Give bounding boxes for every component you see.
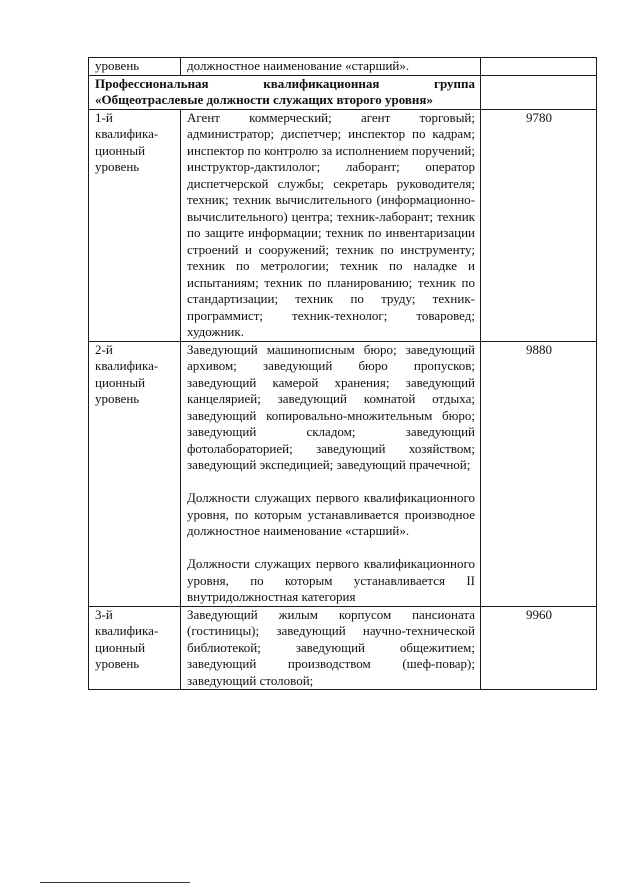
group-title-line2: «Общеотраслевые должности служащих второго уровня» (95, 92, 433, 107)
salary-cell: 9780 (481, 109, 597, 341)
positions-paragraph: Заведующий жилым корпусом пансионата (гостиницы); заведующий научно-технической библиотекой; заведующий общежитием; заведующий производством (шеф-повар); заведующий столовой; (187, 606, 475, 688)
group-title-cell (89, 75, 481, 109)
salary-cell: 9880 (481, 341, 597, 606)
group-title-line1: Профессиональная квалификационная группа (95, 75, 475, 91)
level-cell: 1-й квалифика-ционный уровень (89, 109, 181, 341)
positions-cell (181, 606, 481, 690)
positions-paragraph: Должности служащих первого квалификационного уровня, по которым устанавливается производное должностное наименование «старший». (187, 490, 475, 538)
salary-cell: 9960 (481, 606, 597, 690)
positions-paragraph: Заведующий машинописным бюро; заведующий архивом; заведующий бюро пропусков; заведующий камерой хранения; заведующий канцелярией; заведующий комнатой отдыха; заведующий копировально-множительным бюро; заведующий складом; заведующий фотолабораторией; заведующий хозяйством; заведующий экспедицией; заведующий прачечной; (187, 341, 475, 472)
level-cell: 2-й квалифика-ционный уровень (89, 341, 181, 606)
table-row (89, 341, 597, 606)
positions-cell (181, 341, 481, 606)
level-cell: уровень (89, 58, 181, 76)
positions-cell (181, 109, 481, 341)
table-row (89, 109, 597, 341)
positions-paragraph: Агент коммерческий; агент торговый; администратор; диспетчер; инспектор по кадрам; инспектор по контролю за исполнением поручений; инструктор-дактилолог; лаборант; оператор диспетчерской службы; секретарь руководителя; техник; техник вычислительного (информационно-вычислительного) центра; техник-лаборант; техник по защите информации; техник по инвентаризации строений и сооружений; техник по инструменту; техник по метрологии; техник по наладке и испытаниям; техник по планированию; техник по стандартизации; техник по труду; техник-программист; техник-технолог; товаровед; художник. (187, 109, 475, 339)
table-row (89, 606, 597, 690)
footnote-divider (40, 882, 190, 883)
positions-paragraph: Должности служащих первого квалификационного уровня, по которым устанавливается II внутридолжностная категория (187, 556, 475, 604)
group-header-row (89, 75, 597, 109)
table-row (89, 58, 597, 76)
level-cell: 3-й квалифика-ционный уровень (89, 606, 181, 690)
salary-cell (481, 75, 597, 109)
salary-cell (481, 58, 597, 76)
qualification-table (88, 57, 597, 690)
positions-cell: должностное наименование «старший». (181, 58, 481, 76)
